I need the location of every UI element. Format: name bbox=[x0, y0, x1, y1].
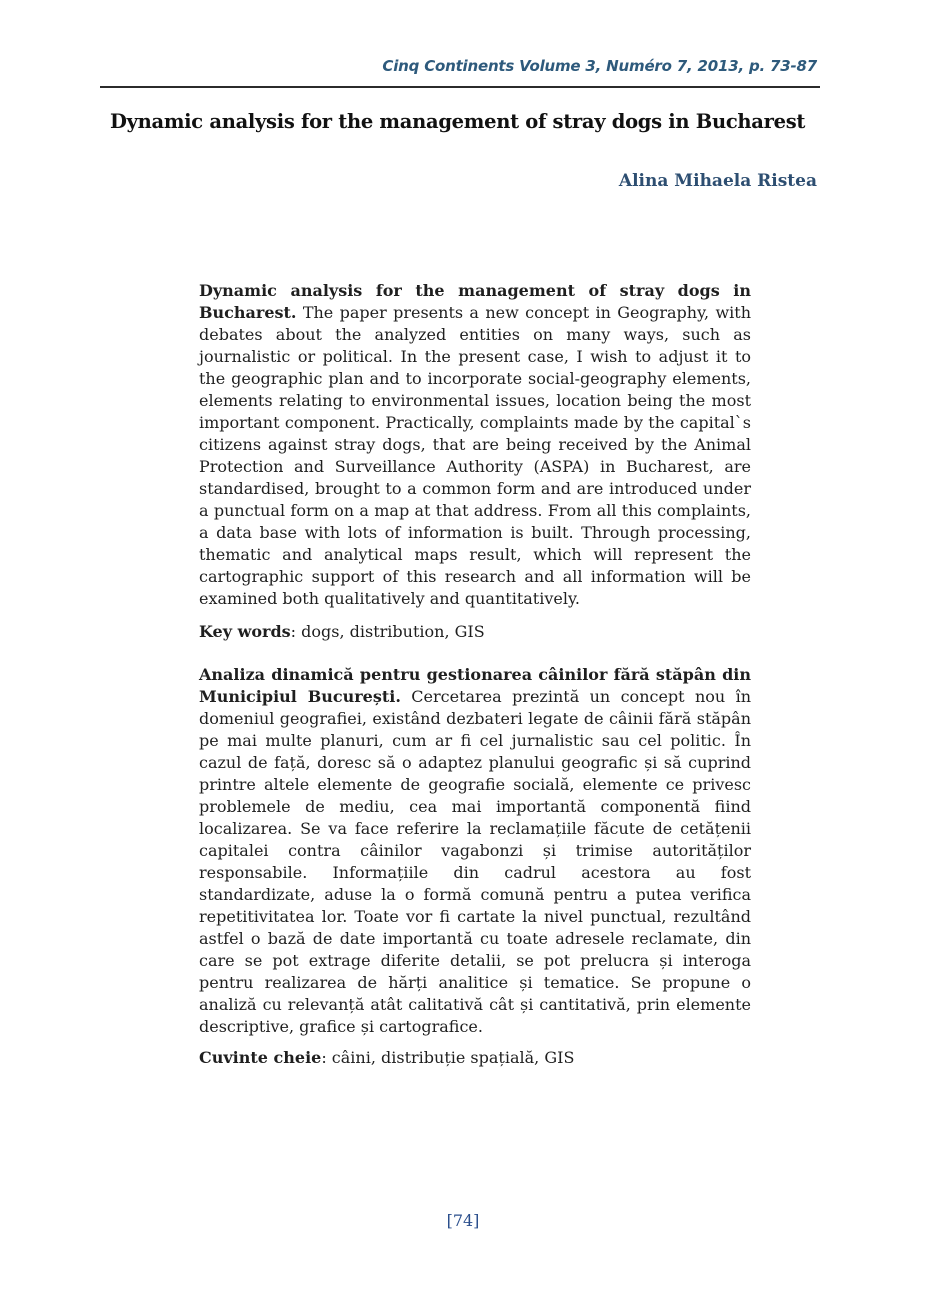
page-number: [74] bbox=[446, 1211, 480, 1230]
keywords-english-label: Key words bbox=[199, 622, 291, 641]
header-rule bbox=[100, 86, 820, 88]
keywords-english bbox=[199, 621, 751, 643]
abstract-romanian bbox=[199, 664, 751, 1038]
author-name: Alina Mihaela Ristea bbox=[618, 171, 817, 191]
keywords-romanian-value: : câini, distribuție spațială, GIS bbox=[321, 1048, 575, 1067]
abstract-english bbox=[199, 280, 751, 610]
keywords-english-value: : dogs, distribution, GIS bbox=[290, 622, 485, 641]
abstract-block bbox=[199, 280, 751, 1069]
keywords-romanian-label: Cuvinte cheie bbox=[199, 1048, 322, 1067]
abstract-english-body: The paper presents a new concept in Geography, with debates about the analyzed entities on many ways, such as journalistic or political. In the present case, I wish to adjust it to the geographic plan and to incorporate social-geography elements, elements relating to environmental issues, location being the most important component. Practically, complaints made by the capital`s citizens against stray dogs, that are being received by the Animal Protection and Surveillance Authority (ASPA) in Bucharest, are standardised, brought to a common form and are introduced under a punctual form on a map at that address. From all this complaints, a data base with lots of information is built. Through processing, thematic and analytical maps result, which will represent the cartographic support of this research and all information will be examined both qualitatively and quantitatively. bbox=[199, 303, 751, 608]
abstract-romanian-lead: Analiza dinamică pentru gestionarea câinilor fără stăpân din Municipiul București. bbox=[199, 665, 751, 706]
keywords-romanian bbox=[199, 1047, 751, 1069]
page-title: Dynamic analysis for the management of stray dogs in Bucharest bbox=[110, 110, 806, 133]
abstract-romanian-body: Cercetarea prezintă un concept nou în domeniul geografiei, existând dezbateri legate de câinii fără stăpân pe mai multe planuri, cum ar fi cel jurnalistic sau cel politic. În cazul de față, doresc să o adaptez planului geografic și să cuprind printre altele elemente de geografie socială, elemente ce privesc problemele de mediu, cea mai importantă componentă fiind localizarea. Se va face referire la reclamațiile făcute de cetățenii capitalei contra câinilor vagabonzi și trimise autorităților responsabile. Informațiile din cadrul acestora au fost standardizate, aduse la o formă comună pentru a putea verifica repetitivitatea lor. Toate vor fi cartate la nivel punctual, rezultând astfel o bază de date importantă cu toate adresele reclamate, din care se pot extrage diferite detalii, se pot prelucra și interoga pentru realizarea de hărți analitice și tematice. Se propune o analiză cu relevanță atât calitativă cât și cantitativă, prin elemente descriptive, grafice și cartografice. bbox=[199, 687, 752, 1036]
journal-header: Cinq Continents Volume 3, Numéro 7, 2013, p. 73-87 bbox=[382, 57, 817, 75]
abstract-english-lead: Dynamic analysis for the management of stray dogs in Bucharest. bbox=[199, 281, 751, 322]
